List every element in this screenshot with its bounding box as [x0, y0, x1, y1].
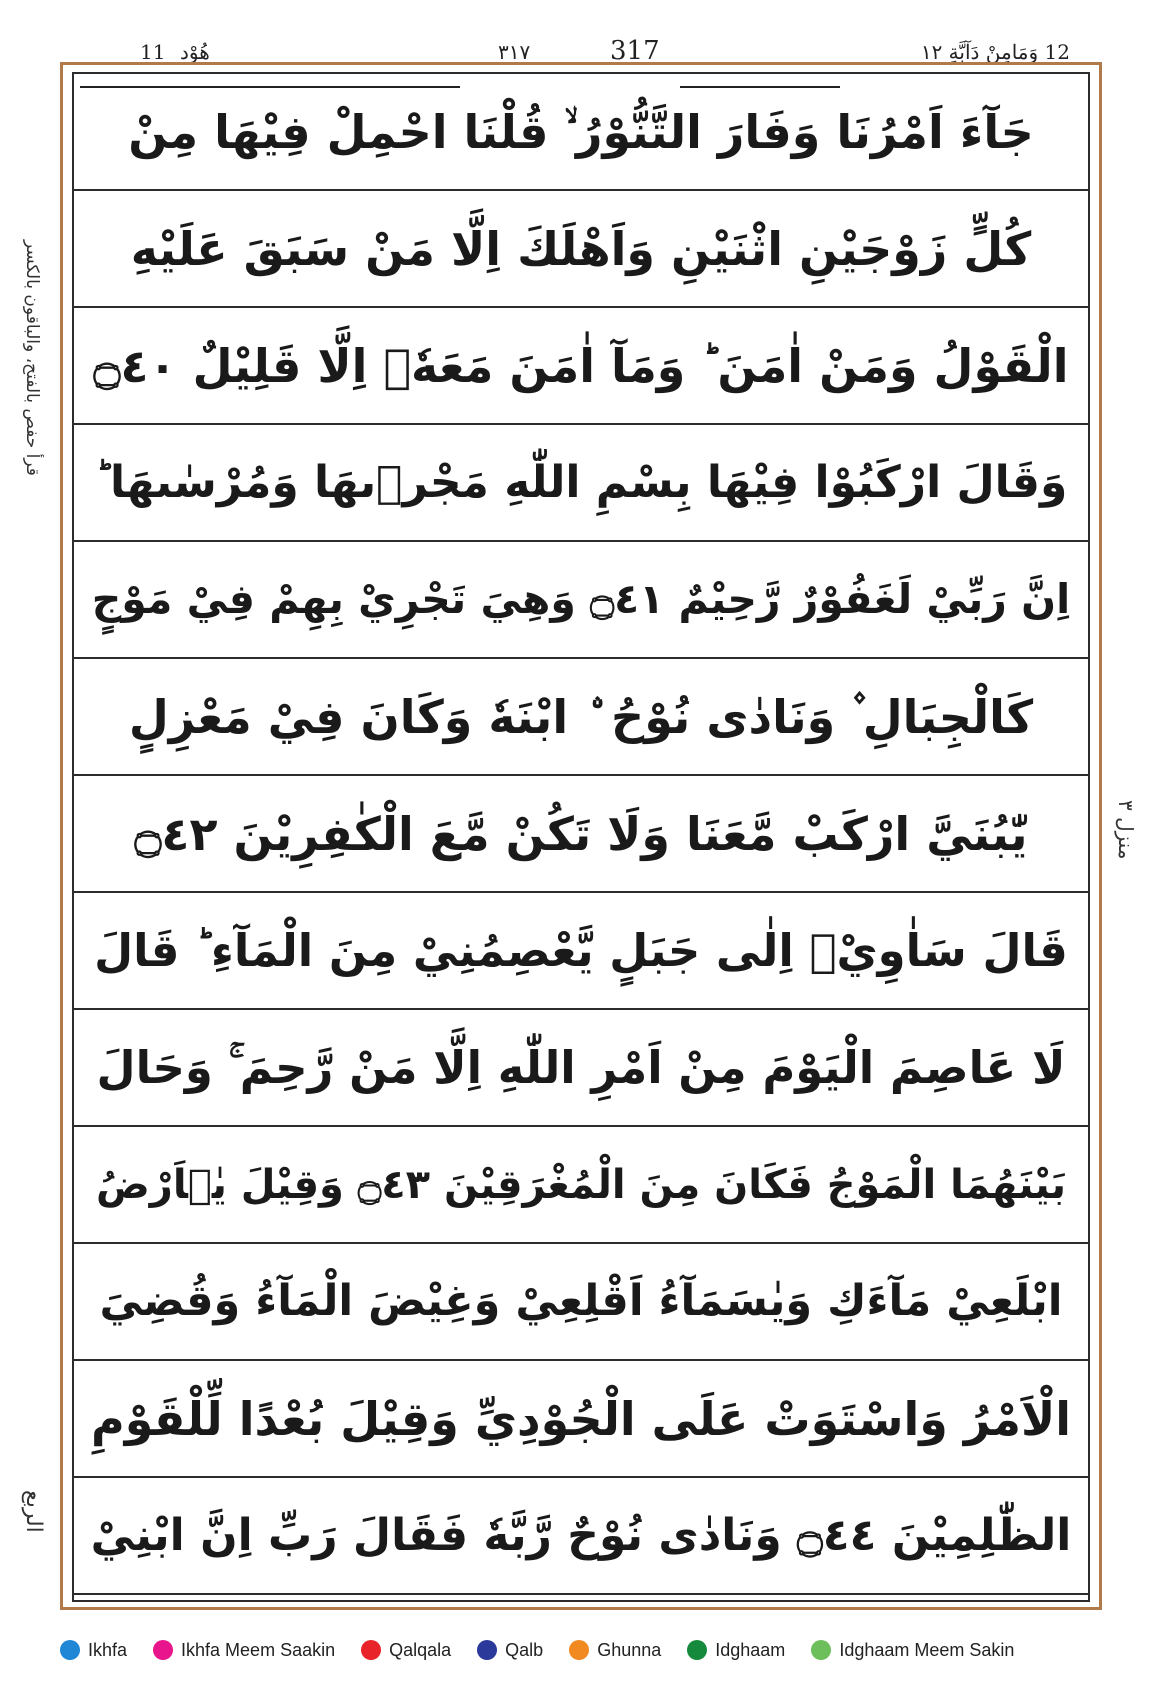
- line-text: الْقَوْلُ وَمَنْ اٰمَنَ ؕ وَمَآ اٰمَنَ مَعَهٗۤ اِلَّا قَلِيْلٌ ۝٤٠: [93, 338, 1069, 393]
- legend-item-ghunna: [569, 1640, 661, 1661]
- legend-label: Qalqala: [389, 1639, 452, 1660]
- color-dot-icon: [361, 1640, 381, 1660]
- legend-item-idghaam-meem-sakin: [811, 1640, 1014, 1661]
- margin-note-left: [14, 240, 54, 660]
- line-text: ابْلَعِيْ مَآءَكِ وَيٰسَمَآءُ اَقْلِعِيْ وَغِيْضَ الْمَآءُ وَقُضِيَ: [99, 1276, 1063, 1326]
- legend-item-qalb: [477, 1640, 543, 1661]
- quran-line-11: [74, 1244, 1088, 1361]
- quran-line-12: [74, 1361, 1088, 1478]
- line-text: اِنَّ رَبِّيْ لَغَفُوْرٌ رَّحِيْمٌ ۝٤١ وَهِيَ تَجْرِيْ بِهِمْ فِيْ مَوْجٍ: [91, 575, 1071, 623]
- color-dot-icon: [811, 1640, 831, 1660]
- color-dot-icon: [569, 1640, 589, 1660]
- line-text: الْاَمْرُ وَاسْتَوَتْ عَلَى الْجُوْدِيِّ وَقِيْلَ بُعْدًا لِّلْقَوْمِ: [90, 1391, 1071, 1446]
- quran-line-4: [74, 425, 1088, 542]
- surah-number: 11: [140, 40, 166, 64]
- color-dot-icon: [153, 1640, 173, 1660]
- page-number: 317: [610, 36, 660, 66]
- quran-line-1: [74, 74, 1088, 191]
- legend-label: Ikhfa Meem Saakin: [181, 1639, 336, 1660]
- line-text: كَالْجِبَالِ ۫ وَنَادٰى نُوْحُ ۨ ابْنَهٗ وَكَانَ فِيْ مَعْزِلٍ: [128, 689, 1034, 744]
- rub-marker: الربع: [21, 1490, 46, 1533]
- color-dot-icon: [477, 1640, 497, 1660]
- line-text: بَيْنَهُمَا الْمَوْجُ فَكَانَ مِنَ الْمُغْرَقِيْنَ ۝٤٣ وَقِيْلَ يٰۤاَرْضُ: [96, 1161, 1066, 1208]
- line-text: جَآءَ اَمْرُنَا وَفَارَ التَّنُّوْرُ ۙ قُلْنَا احْمِلْ فِيْهَا مِنْ: [128, 104, 1034, 159]
- tajweed-legend: [60, 1632, 1100, 1668]
- legend-item-ikhfa: [60, 1640, 127, 1661]
- quran-line-13: [74, 1478, 1088, 1595]
- quran-line-5: [74, 542, 1088, 659]
- color-dot-icon: [60, 1640, 80, 1660]
- legend-label: Idghaam Meem Sakin: [839, 1639, 1015, 1660]
- legend-label: Idghaam: [715, 1639, 786, 1660]
- margin-note-text: قرأ حفص بالفتح، والباقون بالكسر: [22, 240, 42, 476]
- line-text: كُلٍّ زَوْجَيْنِ اثْنَيْنِ وَاَهْلَكَ اِلَّا مَنْ سَبَقَ عَلَيْهِ: [130, 221, 1032, 276]
- legend-item-qalqala: [361, 1640, 451, 1661]
- line-text: يّٰبُنَيَّ ارْكَبْ مَّعَنَا وَلَا تَكُنْ مَّعَ الْكٰفِرِيْنَ ۝٤٢: [134, 806, 1028, 861]
- legend-label: Qalb: [505, 1639, 544, 1660]
- line-text: وَقَالَ ارْكَبُوْا فِيْهَا بِسْمِ اللّٰهِ مَجْرٖىهَا وَمُرْسٰىهَا ؕ: [94, 456, 1068, 508]
- quran-line-9: [74, 1010, 1088, 1127]
- quran-line-6: [74, 659, 1088, 776]
- line-text: لَا عَاصِمَ الْيَوْمَ مِنْ اَمْرِ اللّٰهِ اِلَّا مَنْ رَّحِمَ ۚ وَحَالَ: [96, 1041, 1066, 1094]
- quran-line-8: [74, 893, 1088, 1010]
- legend-label: Ikhfa: [88, 1639, 128, 1660]
- line-text: الظّٰلِمِيْنَ ۝٤٤ وَنَادٰى نُوْحٌ رَّبَّهٗ فَقَالَ رَبِّ اِنَّ ابْنِيْ: [90, 1509, 1072, 1561]
- quran-line-10: [74, 1127, 1088, 1244]
- quran-line-3: [74, 308, 1088, 425]
- line-text: قَالَ سَاٰوِيْۤ اِلٰى جَبَلٍ يَّعْصِمُنِيْ مِنَ الْمَآءِ ؕ قَالَ: [94, 924, 1068, 977]
- legend-item-idghaam: [687, 1640, 785, 1661]
- legend-item-ikhfa-meem-saakin: [153, 1640, 335, 1661]
- quran-line-2: [74, 191, 1088, 308]
- surah-name: هُوْد: [180, 40, 210, 64]
- legend-label: Ghunna: [597, 1639, 662, 1660]
- manzil-marker: منزل ٣: [1114, 800, 1138, 860]
- quran-line-7: [74, 776, 1088, 893]
- juz-name: 12 وَمَامِنْ دَآبَّةٍ ١٢: [920, 40, 1070, 64]
- color-dot-icon: [687, 1640, 707, 1660]
- page-number-arabic: ٣١٧: [498, 40, 531, 64]
